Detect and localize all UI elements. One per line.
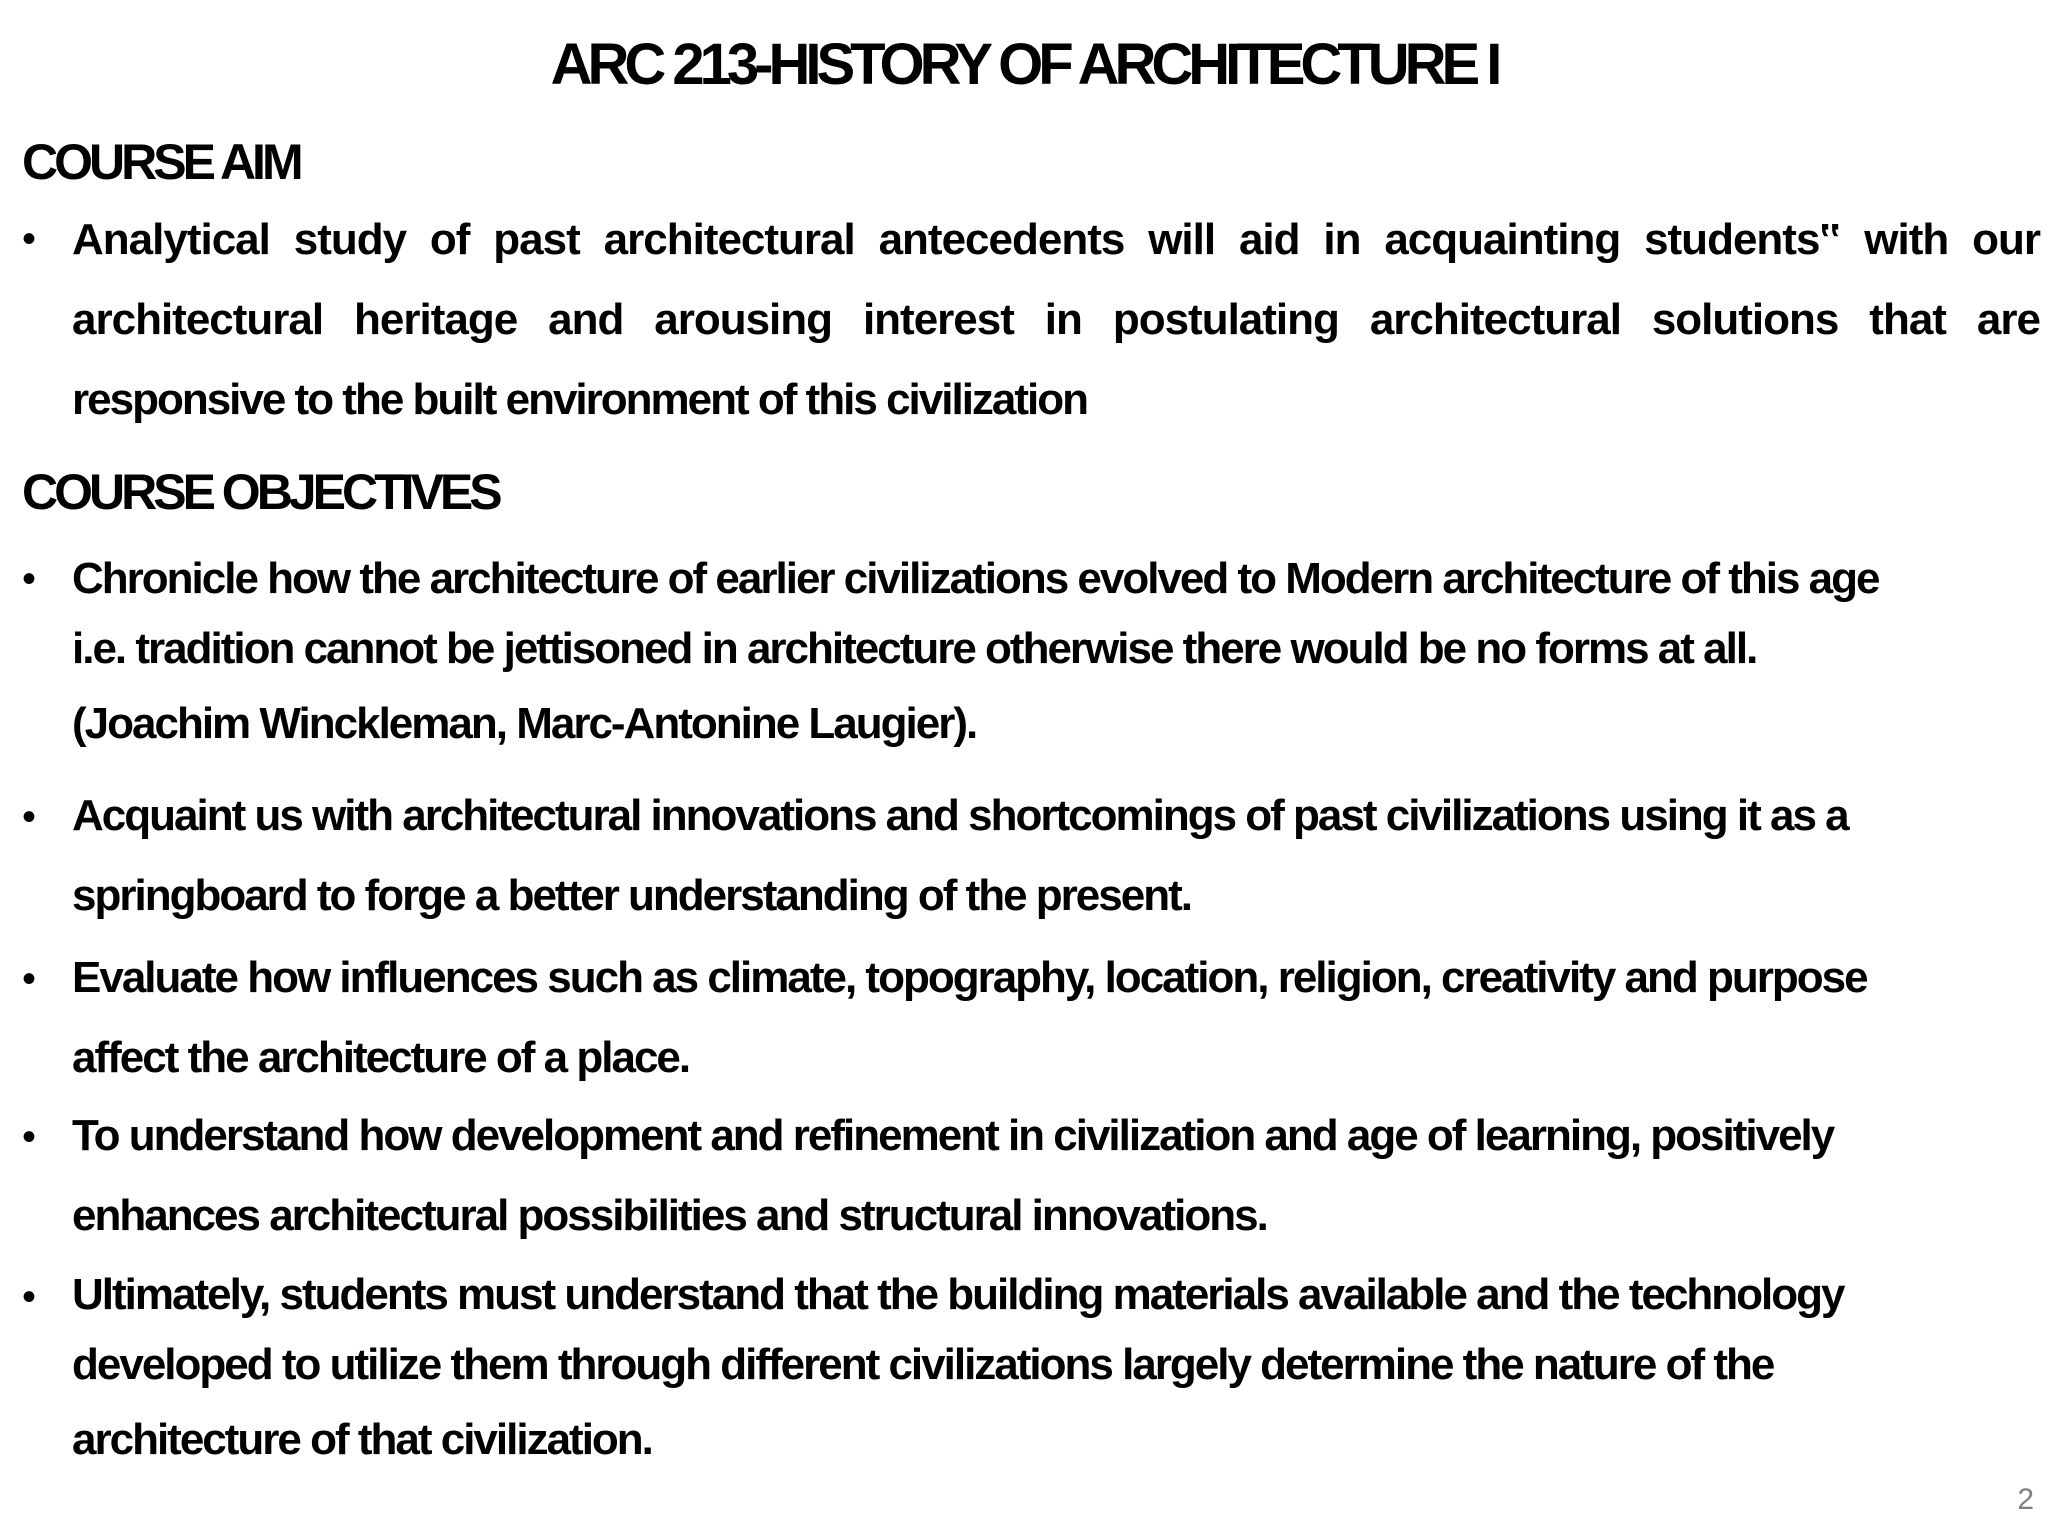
course-aim-line-2 bbox=[72, 280, 2040, 360]
word: past bbox=[493, 215, 580, 264]
word: are bbox=[1976, 295, 2040, 344]
word: postulating bbox=[1112, 295, 1339, 344]
objective-item bbox=[72, 544, 2040, 764]
word: our bbox=[1972, 215, 2040, 264]
word: acquainting bbox=[1384, 215, 1621, 264]
bullet-marker: • bbox=[22, 795, 37, 839]
word: arousing bbox=[654, 295, 833, 344]
objective-line: i.e. tradition cannot be jettisoned in architecture otherwise there would be no forms at all. bbox=[72, 624, 1757, 673]
word: interest bbox=[862, 295, 1014, 344]
objective-line: architecture of that civilization. bbox=[72, 1415, 652, 1464]
objective-line: developed to utilize them through different civilizations largely determine the nature of the bbox=[72, 1340, 1774, 1389]
objective-item bbox=[72, 1260, 2040, 1480]
bullet-marker: • bbox=[22, 1115, 37, 1159]
course-aim-heading: COURSE AIM bbox=[22, 134, 300, 190]
bullet-marker: • bbox=[22, 957, 37, 1001]
word: and bbox=[548, 295, 624, 344]
word: in bbox=[1044, 295, 1082, 344]
word: in bbox=[1323, 215, 1361, 264]
course-aim-line-3: responsive to the built environment of this civilization bbox=[72, 375, 1088, 424]
course-aim-line-1 bbox=[72, 200, 2040, 280]
word: Analytical bbox=[72, 215, 270, 264]
word: will bbox=[1148, 215, 1216, 264]
word: architectural bbox=[603, 215, 855, 264]
objective-line: To understand how development and refinement in civilization and age of learning, positively bbox=[72, 1111, 1834, 1160]
objective-line: Chronicle how the architecture of earlier civilizations evolved to Modern architecture of this age bbox=[72, 554, 1879, 603]
objective-line: Evaluate how influences such as climate, topography, location, religion, creativity and purpose bbox=[72, 953, 1867, 1002]
objective-line: (Joachim Winckleman, Marc-Antonine Laugier). bbox=[72, 699, 977, 748]
objective-line: affect the architecture of a place. bbox=[72, 1033, 690, 1082]
objective-line: Acquaint us with architectural innovations and shortcomings of past civilizations using it as a bbox=[72, 791, 1848, 840]
objective-item bbox=[72, 1096, 2040, 1256]
word: heritage bbox=[354, 295, 518, 344]
word: antecedents bbox=[878, 215, 1125, 264]
page-number: 2 bbox=[2017, 1483, 2034, 1516]
bullet-marker: • bbox=[22, 217, 37, 261]
bullet-marker: • bbox=[22, 557, 37, 601]
slide-title: ARC 213-HISTORY OF ARCHITECTURE I bbox=[550, 32, 1498, 97]
word: solutions bbox=[1651, 295, 1839, 344]
course-aim-item bbox=[72, 200, 2040, 440]
objective-line: enhances architectural possibilities and structural innovations. bbox=[72, 1191, 1267, 1240]
word: aid bbox=[1238, 215, 1300, 264]
objective-line: springboard to forge a better understanding of the present. bbox=[72, 871, 1191, 920]
objective-item bbox=[72, 938, 2040, 1098]
bullet-marker: • bbox=[22, 1275, 37, 1319]
word: students‟ bbox=[1644, 215, 1841, 264]
word: study bbox=[293, 215, 407, 264]
word: architectural bbox=[1369, 295, 1621, 344]
word: that bbox=[1869, 295, 1946, 344]
objective-line: Ultimately, students must understand that the building materials available and the technology bbox=[72, 1270, 1844, 1319]
word: of bbox=[429, 215, 470, 264]
word: with bbox=[1864, 215, 1949, 264]
course-objectives-heading: COURSE OBJECTIVES bbox=[22, 464, 499, 520]
word: architectural bbox=[72, 295, 324, 344]
objective-item bbox=[72, 776, 2040, 936]
